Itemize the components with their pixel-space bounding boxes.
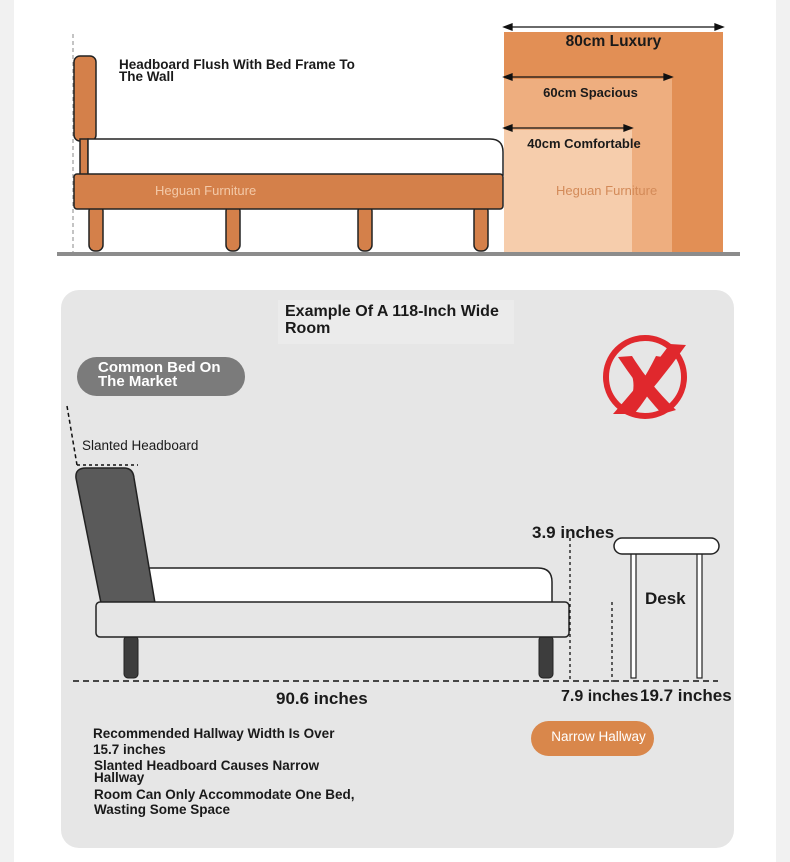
spacious-label: 60cm Spacious: [543, 85, 638, 100]
luxury-label: 80cm Luxury: [565, 33, 662, 50]
desk-measure: 19.7 inches: [640, 686, 732, 705]
slant-guide-line: [67, 406, 77, 465]
bed-legs: [89, 205, 488, 251]
common-bed-leg-left: [124, 636, 138, 678]
desk-leg-left: [631, 548, 636, 678]
slanted-headboard-label: Slanted Headboard: [82, 438, 199, 453]
note-slanted-headboard: Slanted Headboard Causes Narrow Hallway: [94, 758, 320, 785]
red-cross-icon: [606, 338, 686, 416]
bed-length-measure: 90.6 inches: [276, 689, 368, 708]
desk-top: [614, 538, 719, 554]
note-one-bed: Room Can Only Accommodate One Bed, Wasting Some Space: [94, 787, 355, 817]
comfortable-label: 40cm Comfortable: [527, 136, 641, 151]
desk-leg-right: [697, 548, 702, 678]
hallway-measure: 7.9 inches: [561, 688, 639, 705]
mattress: [88, 139, 503, 175]
headboard-post: [80, 139, 88, 175]
watermark-left: Heguan Furniture: [155, 183, 257, 198]
common-bed-frame: [96, 602, 569, 637]
desk-label: Desk: [645, 589, 686, 608]
common-bed-leg-right: [539, 636, 553, 678]
common-bed-badge-label: Common Bed On The Market: [98, 359, 221, 390]
slanted-headboard: [76, 468, 155, 603]
room-title: Example Of A 118-Inch Wide Room: [285, 303, 499, 337]
gap-measure: 3.9 inches: [532, 523, 615, 542]
note-hallway-width: Recommended Hallway Width Is Over 15.7 inches: [93, 726, 335, 757]
headboard-note: Headboard Flush With Bed Frame To The Wall: [119, 57, 355, 84]
watermark-right: Heguan Furniture: [556, 183, 658, 198]
narrow-hallway-badge-label: Narrow Hallway: [551, 729, 646, 744]
common-mattress: [148, 568, 552, 603]
bed-frame: [74, 174, 503, 209]
headboard: [74, 56, 96, 141]
